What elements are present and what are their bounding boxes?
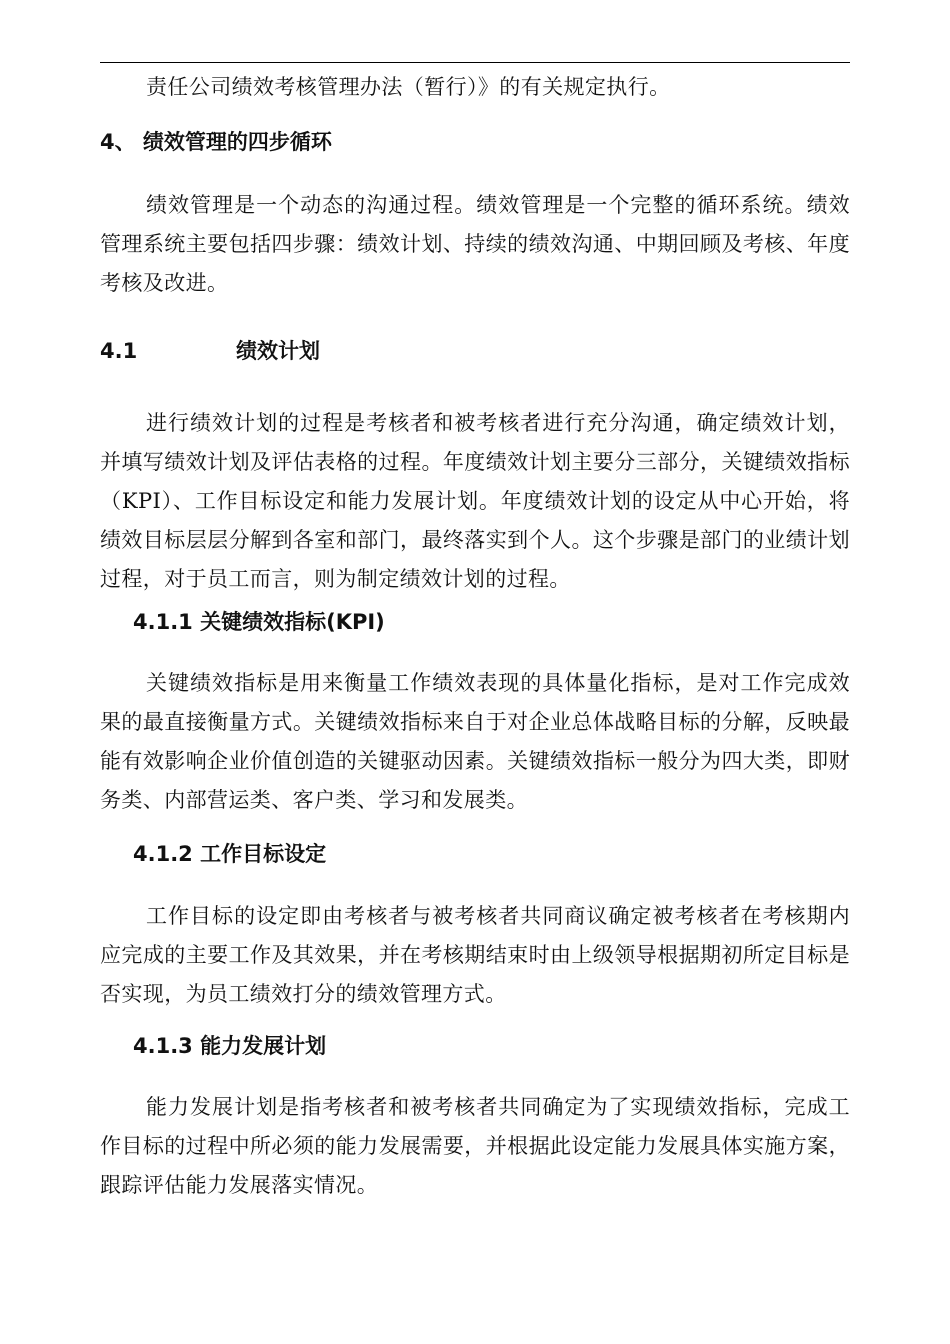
section-4-1-3-paragraph: 能力发展计划是指考核者和被考核者共同确定为了实现绩效指标，完成工作目标的过程中所必须的能力发展需要，并根据此设定能力发展具体实施方案，跟踪评估能力发展落实情况。 [100,1095,850,1197]
section-4-1-2-paragraph: 工作目标的设定即由考核者与被考核者共同商议确定被考核者在考核期内应完成的主要工作及其效果，并在考核期结束时由上级领导根据期初所定目标是否实现，为员工绩效打分的绩效管理方式。 [100,904,850,1006]
section-4-1-3-heading: 4.1.3 能力发展计划 [133,1034,327,1058]
header-rule [100,62,850,63]
section-4-1-1-paragraph: 关键绩效指标是用来衡量工作绩效表现的具体量化指标，是对工作完成效果的最直接衡量方式。关键绩效指标来自于对企业总体战略目标的分解，反映最能有效影响企业价值创造的关键驱动因素。关键绩效指标一般分为四大类，即财务类、内部营运类、客户类、学习和发展类。 [100,671,850,812]
continuation-text: 责任公司绩效考核管理办法（暂行）》的有关规定执行。 [146,75,671,99]
section-4-1-1-heading: 4.1.1 关键绩效指标(KPI) [133,610,385,634]
section-4-1-2-heading: 4.1.2 工作目标设定 [133,842,327,866]
section-4-1-number: 4.1 [100,339,138,363]
section-4-paragraph: 绩效管理是一个动态的沟通过程。绩效管理是一个完整的循环系统。绩效管理系统主要包括四步骤：绩效计划、持续的绩效沟通、中期回顾及考核、年度考核及改进。 [100,193,850,295]
section-4-1-paragraph: 进行绩效计划的过程是考核者和被考核者进行充分沟通，确定绩效计划，并填写绩效计划及评估表格的过程。年度绩效计划主要分三部分，关键绩效指标（KPI）、工作目标设定和能力发展计划。年度绩效计划的设定从中心开始，将绩效目标层层分解到各室和部门，最终落实到个人。这个步骤是部门的业绩计划过程，对于员工而言，则为制定绩效计划的过程。 [100,411,850,591]
section-4-1-heading [100,336,850,366]
section-4-1-title: 绩效计划 [236,339,320,363]
section-4-heading: 4、 绩效管理的四步循环 [100,130,332,154]
